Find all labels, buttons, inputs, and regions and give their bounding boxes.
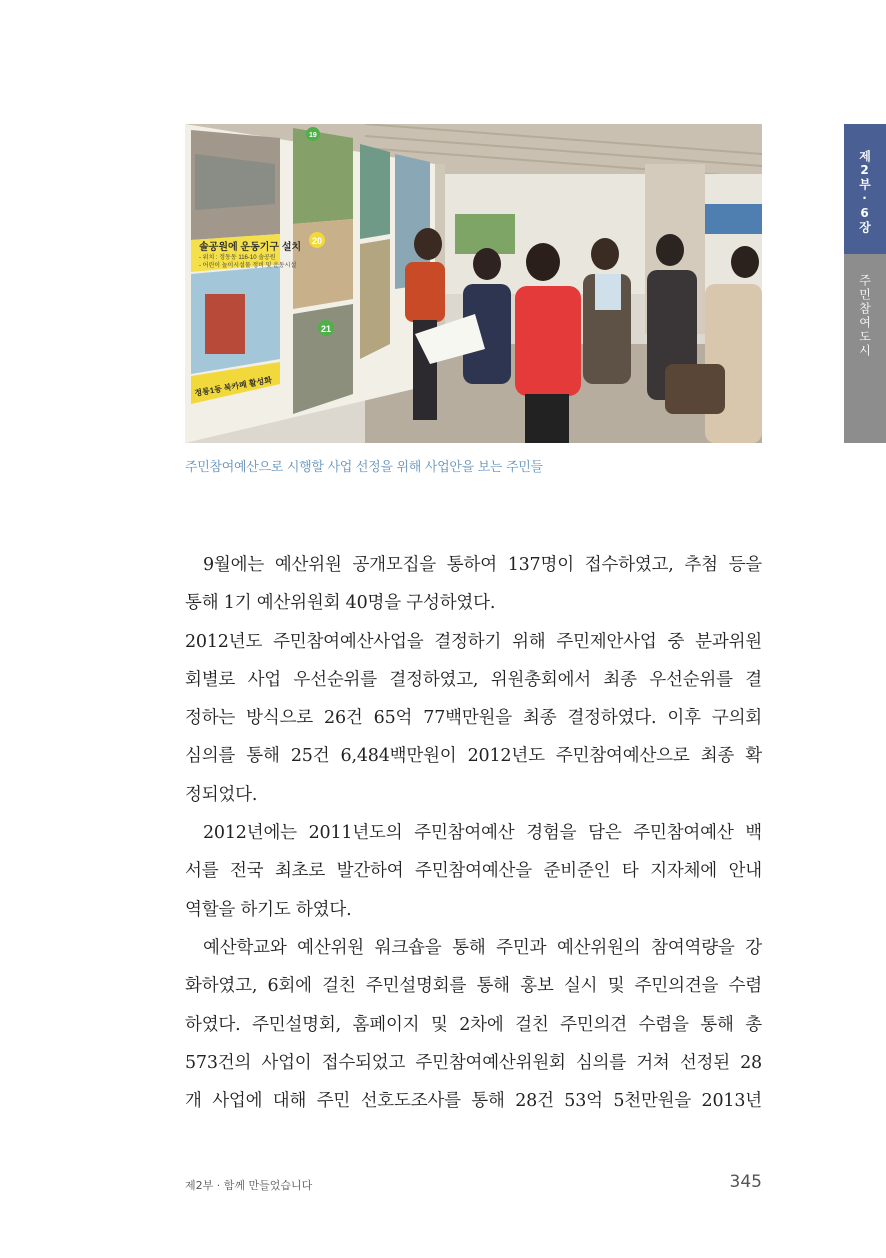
poster-number-20: 20	[312, 236, 323, 246]
poster-bottom-title: 정릉1동 북카페 활성화	[193, 375, 273, 398]
running-footer: 제2부 · 함께 만들었습니다	[185, 1179, 313, 1192]
paragraph-line: 역할을 하기도 하였다.	[185, 899, 352, 920]
chapter-label: 제2부·6장	[857, 150, 872, 234]
paragraph-line: 573건의 사업이 접수되었고 주민참여예산위원회 심의를 거쳐 선정된 28	[185, 1052, 762, 1073]
paragraph-line: 화하였고, 6회에 걸친 주민설명회를 통해 홍보 실시 및 주민의견을 수렴	[185, 976, 762, 997]
paragraph-line: 서를 전국 최초로 발간하여 주민참여예산을 준비준인 타 지자체에 안내	[185, 861, 762, 882]
paragraph-line: 정하는 방식으로 26건 65억 77백만원을 최종 결정하였다. 이후 구의회	[185, 708, 762, 729]
photo-residents-viewing-posters	[185, 124, 762, 443]
body-text	[185, 546, 762, 1120]
poster-line-2: - 어린이 놀이시설물 정비 및 운동시설	[199, 263, 297, 269]
section-label: 주민참여도시	[857, 274, 872, 358]
paragraph-line: 2012년에는 2011년도의 주민참여예산 경험을 담은 주민참여예산 백	[203, 823, 762, 844]
paragraph-line: 개 사업에 대해 주민 선호도조사를 통해 28건 53억 5천만원을 2013년	[185, 1091, 762, 1112]
poster-number-19: 19	[309, 132, 317, 139]
chapter-tab-marker	[844, 124, 886, 254]
paragraph-line: 2012년도 주민참여예산사업을 결정하기 위해 주민제안사업 중 분과위원	[185, 631, 762, 652]
photo-illustration	[185, 124, 762, 443]
poster-title: 솔공원에 운동기구 설치	[199, 242, 302, 253]
paragraph-line: 9월에는 예산위원 공개모집을 통하여 137명이 접수하였고, 추첨 등을	[203, 555, 762, 575]
section-tab-marker	[844, 254, 886, 443]
paragraph-line: 하였다. 주민설명회, 홈페이지 및 2차에 걸친 주민의견 수렴을 통해 총	[185, 1014, 762, 1035]
chapter-side-tab	[844, 124, 886, 443]
page-number: 345	[729, 1172, 762, 1192]
poster-line-1: - 위치 : 정동동 116-10 솔공원	[199, 255, 276, 261]
photo-caption: 주민참여예산으로 시행할 사업 선정을 위해 사업안을 보는 주민들	[185, 460, 543, 475]
paragraph-line: 통해 1기 예산위원회 40명을 구성하였다.	[185, 593, 496, 614]
paragraph-line: 정되었다.	[185, 784, 258, 805]
paragraph-line: 예산학교와 예산위원 워크숍을 통해 주민과 예산위원의 참여역량을 강	[203, 937, 762, 958]
paragraph-line: 회별로 사업 우선순위를 결정하였고, 위원총회에서 최종 우선순위를 결	[185, 669, 762, 690]
poster-number-21: 21	[321, 324, 332, 334]
paragraph-line: 심의를 통해 25건 6,484백만원이 2012년도 주민참여예산으로 최종 확	[185, 746, 762, 767]
